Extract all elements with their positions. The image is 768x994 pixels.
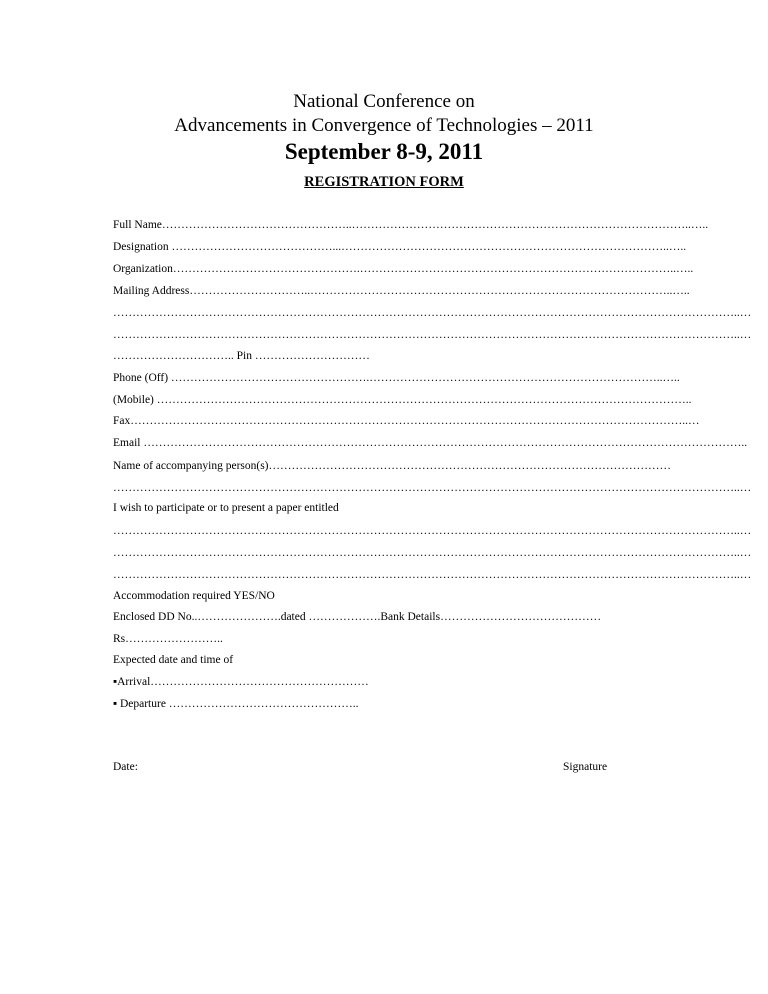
conference-dates: September 8-9, 2011: [284, 139, 484, 164]
arrival-field[interactable]: ▪Arrival…………………………………………………: [113, 676, 369, 688]
accommodation-field[interactable]: Accommodation required YES/NO: [113, 590, 275, 602]
conference-title-line2: Advancements in Convergence of Technologies – 2011: [174, 115, 594, 136]
mobile-field[interactable]: (Mobile) …………………………………………………………………………………………………………………………..: [113, 394, 692, 406]
full-name-field[interactable]: Full Name…………………………………………..……………………………………………………………………………..…..: [113, 219, 709, 231]
accompanying-persons-field[interactable]: Name of accompanying person(s)……………………………………………………………………………………………: [113, 460, 672, 472]
expected-arrival-label: Expected date and time of: [113, 654, 234, 666]
dd-bank-details-field[interactable]: Enclosed DD No..………………….dated ……………….Bank Details……………………………………: [113, 611, 602, 623]
conference-title-line1: National Conference on: [293, 91, 475, 112]
signature-label: Signature: [563, 761, 608, 773]
organization-field[interactable]: Organization………………………………………….………………………………………………………………………..…..: [113, 263, 694, 275]
form-title: REGISTRATION FORM: [304, 174, 464, 190]
mailing-address-field[interactable]: Mailing Address…………………………..…………………………………………………………………………………..…..: [113, 285, 690, 297]
accompanying-persons-line-2[interactable]: ………………………………………………………………………………………………………………………………………………..…: [113, 482, 752, 494]
departure-field[interactable]: ▪ Departure …………………………………………..: [113, 698, 359, 710]
paper-title-line-3[interactable]: ………………………………………………………………………………………………………………………………………………..…: [113, 569, 752, 581]
date-label: Date:: [113, 761, 138, 773]
paper-title-line-1[interactable]: ………………………………………………………………………………………………………………………………………………..…: [113, 525, 752, 537]
address-line-2[interactable]: ………………………………………………………………………………………………………………………………………………..…: [113, 307, 752, 319]
participate-label: I wish to participate or to present a paper entitled: [113, 502, 339, 514]
fax-field[interactable]: Fax………………………………………………………………………………………………………………………………..…: [113, 415, 700, 427]
amount-field[interactable]: Rs……………………..: [113, 633, 223, 645]
paper-title-line-2[interactable]: ………………………………………………………………………………………………………………………………………………..…: [113, 547, 752, 559]
email-field[interactable]: Email …………………………………………………………………………………………………………………………………………..: [113, 437, 748, 449]
designation-field[interactable]: Designation ……………………………………...…………………………………………………………………………..…..: [113, 241, 687, 253]
address-line-3[interactable]: ………………………………………………………………………………………………………………………………………………..…: [113, 329, 752, 341]
pin-field[interactable]: ………………………….. Pin …………………………: [113, 350, 370, 362]
phone-off-field[interactable]: Phone (Off) …………………………………………….…………………………………………………………………..…..: [113, 372, 680, 384]
